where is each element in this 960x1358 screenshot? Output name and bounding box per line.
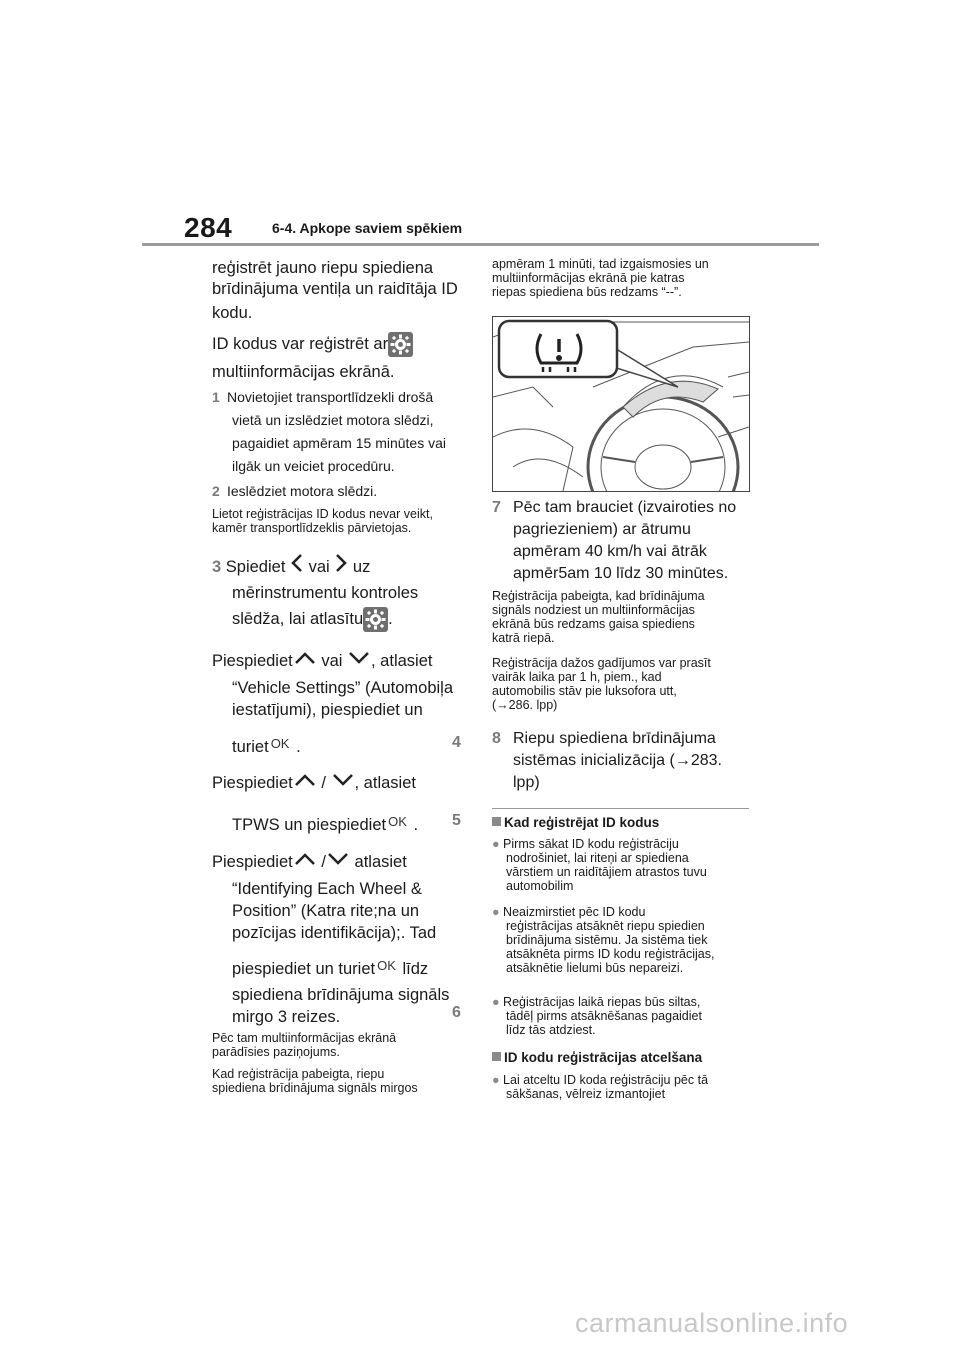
step-text: . [388, 610, 393, 628]
step-text: sistēmas inicializācija (→283. [513, 752, 722, 769]
dot-bullet-icon: ● [492, 1073, 500, 1087]
note-line: Pēc tam multiinformācijas ekrānā [212, 1031, 397, 1045]
step-text: spiediena brīdinājuma signāls [232, 986, 450, 1004]
step-text: līdz [402, 960, 429, 978]
bullet-line [492, 1074, 708, 1088]
step-text: turiet [232, 738, 269, 756]
bullet-text: vārstiem un raidītājiem atrastos tuvu [506, 865, 707, 879]
header-rule [142, 243, 819, 246]
step-number: 8 [492, 730, 501, 747]
note-line: signāls nodziest un multiinformācijas [492, 603, 695, 617]
step4-line [212, 648, 432, 675]
note-line: kamēr transportlīdzeklis pārvietojas. [212, 521, 412, 535]
ok-icon: OK [388, 814, 407, 829]
step-text: iestatījumi), piespiediet un [232, 701, 423, 719]
step-text: piespiediet un turiet [232, 960, 376, 978]
bullet-text: brīdinājuma sistēmu. Ja sistēma tiek [506, 933, 708, 947]
note-line: vairāk laika par 1 h, piem., kad [492, 670, 662, 684]
heading-text: Kad reģistrējat ID kodus [504, 815, 660, 830]
note-line: multiinformācijas ekrānā pie katras [492, 271, 685, 285]
step4-line-ok [232, 730, 301, 761]
subsection-heading [492, 815, 659, 830]
step-text: mērinstrumentu kontroles [232, 584, 419, 602]
bullet-text: nodrošiniet, lai riteņi ar spiediena [506, 851, 689, 865]
bullet-text: Pirms sākat ID kodu reģistrāciju [503, 837, 679, 851]
chevron-left-icon [290, 553, 304, 582]
step-text: uz [352, 557, 371, 576]
note-line: riepas spiediena būs redzams “--”. [492, 285, 682, 299]
note-line: ekrānā būs redzams gaisa spiediens [492, 617, 695, 631]
dot-bullet-icon: ● [492, 905, 500, 919]
step5-line [212, 770, 416, 797]
step-text: . [296, 738, 301, 756]
note-line: Reģistrācija dažos gadījumos var prasīt [492, 656, 711, 670]
bullet-text: atsāknēta pirms ID kodu reģistrācijas, [506, 947, 715, 961]
section-divider [492, 808, 749, 809]
dot-bullet-icon: ● [492, 995, 500, 1009]
step3-line-gear [232, 606, 393, 633]
intro-line: reģistrēt jauno riepu spiediena [212, 259, 434, 277]
step-text: Pēc tam brauciet (izvairoties no [513, 499, 737, 516]
chevron-down-icon [347, 648, 371, 675]
gear-icon [388, 332, 413, 357]
chevron-up-icon [293, 849, 317, 876]
bullet-text: Lai atceltu ID koda reģistrāciju pēc tā [503, 1073, 709, 1087]
ok-icon: OK [377, 958, 396, 973]
subsection-heading [492, 1050, 702, 1065]
step6-line [212, 849, 407, 876]
bullet-text: Neaizmirstiet pēc ID kodu [503, 905, 646, 919]
step-text: “Vehicle Settings” (Automobiļa [232, 679, 454, 697]
intro-line: brīdinājuma ventiļa un raidītāja ID [212, 280, 458, 298]
gear-icon [363, 607, 388, 632]
step-number: 5 [452, 812, 461, 829]
step-text: , atlasiet [371, 652, 433, 670]
step-number: 4 [452, 734, 461, 751]
bullet-text: Reģistrācijas laikā riepas būs siltas, [503, 995, 701, 1009]
step-text: Position” (Katra rite;na un [232, 902, 420, 920]
square-bullet-icon [492, 1052, 501, 1061]
bullet-text: tādēļ pirms atsāknēšanas pagaidiet [506, 1009, 702, 1023]
step-text: / [321, 774, 326, 792]
note-line: parādīsies paziņojums. [212, 1045, 340, 1059]
step-text: mirgo 3 reizes. [232, 1008, 341, 1026]
page-number: 284 [184, 212, 233, 243]
step-text: Riepu spiediena brīdinājuma [513, 730, 716, 747]
step-text: Spiediet [225, 557, 286, 576]
step-text: pagriezieniem) ar ātrumu [513, 521, 691, 538]
bullet-text: reģistrācijas atsāknēt riepu spiedien [506, 919, 705, 933]
chevron-down-icon [326, 849, 350, 876]
dashboard-illustration [492, 316, 750, 492]
note-line: Kad reģistrācija pabeigta, riepu [212, 1067, 385, 1081]
dot-bullet-icon: ● [492, 837, 500, 851]
chevron-right-icon [334, 553, 348, 582]
step-text: pozīcijas identifikācija);. Tad [232, 924, 437, 942]
step-number: 3 [212, 557, 222, 576]
step-text: lpp) [513, 774, 540, 791]
note-line: apmēram 1 minūti, tad izgaismosies un [492, 257, 709, 271]
step-text: apmēram 40 km/h vai ātrāk [513, 543, 707, 560]
ok-icon: OK [270, 736, 290, 751]
step-number: 7 [492, 499, 501, 516]
step-text: atlasiet [354, 853, 407, 871]
step-number: 6 [452, 1004, 461, 1021]
square-bullet-icon [492, 817, 501, 826]
step-text: / [321, 853, 326, 871]
step-text: Piespiediet [212, 853, 293, 871]
chevron-up-icon [293, 770, 317, 797]
step-text: “Identifying Each Wheel & [232, 880, 422, 898]
step-number: 1 [212, 389, 220, 405]
section-title: 6-4. Apkope saviem spēkiem [272, 220, 463, 236]
step-text: TPWS un piespiediet [232, 816, 387, 834]
bullet-line [492, 838, 679, 852]
chevron-up-icon [293, 648, 317, 675]
note-line: (→286. lpp) [492, 698, 558, 712]
intro-line: kodu. [212, 304, 253, 322]
step-text: Piespiediet [212, 774, 293, 792]
step-text: , atlasiet [354, 774, 416, 792]
bullet-text: automobilim [506, 879, 574, 893]
step-text: ilgāk un veiciet procedūru. [232, 458, 395, 474]
intro-text: ID kodus var reģistrēt ar [212, 335, 389, 353]
step-text: Novietojiet transportlīdzekli drošā [227, 389, 434, 405]
bullet-line [492, 906, 645, 920]
step-text: Ieslēdziet motora slēdzi. [227, 483, 378, 499]
note-line: Reģistrācija pabeigta, kad brīdinājuma [492, 589, 705, 603]
step5-line-ok [232, 808, 418, 839]
step-text: vai [308, 557, 330, 576]
step-text: pagaidiet apmēram 15 minūtes vai [232, 435, 447, 451]
note-line: katrā riepā. [492, 631, 555, 645]
step-text: vai [321, 652, 343, 670]
bullet-text: līdz tās atdziest. [506, 1023, 596, 1037]
bullet-text: sākšanas, vēlreiz izmantojiet [506, 1087, 666, 1101]
bullet-text: atsāknētie lielumi būs nepareizi. [506, 961, 684, 975]
note-line: Lietot reģistrācijas ID kodus nevar veikt, [212, 507, 433, 521]
step3-line [212, 553, 370, 582]
step6-line-ok [232, 952, 428, 983]
step-text: slēdža, lai atlasītu [232, 610, 364, 628]
note-line: spiediena brīdinājuma signāls mirgos [212, 1081, 418, 1095]
bullet-line [492, 996, 700, 1010]
note-line: automobilis stāv pie luksofora utt, [492, 684, 677, 698]
step-text: vietā un izslēdziet motora slēdzi, [232, 412, 434, 428]
step-text: Piespiediet [212, 652, 293, 670]
intro-line-gear [212, 331, 413, 358]
step-number: 2 [212, 483, 220, 499]
step-text: . [413, 816, 419, 834]
intro-line: multiinformācijas ekrānā. [212, 363, 395, 381]
step-text: apmēr5am 10 līdz 30 minūtes. [513, 565, 729, 582]
heading-text: ID kodu reģistrācijas atcelšana [504, 1050, 703, 1065]
watermark: carmanualsonline.info [575, 1308, 849, 1338]
chevron-down-icon [331, 770, 355, 797]
